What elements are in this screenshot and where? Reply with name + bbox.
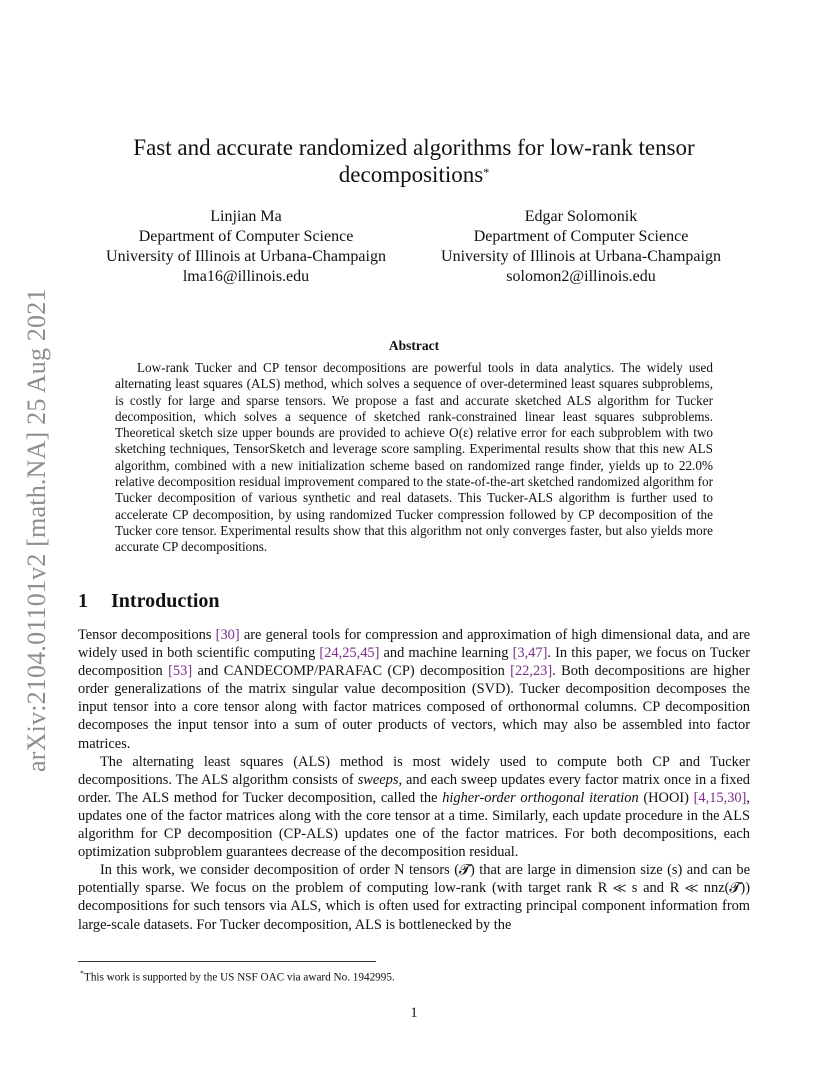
section-heading bbox=[78, 590, 220, 613]
author-block-1 bbox=[82, 207, 410, 287]
text-run: Tensor decompositions bbox=[78, 627, 216, 643]
title-line-1: Fast and accurate randomized algorithms for low-rank tensor bbox=[133, 135, 695, 160]
abstract-heading: Abstract bbox=[388, 338, 440, 353]
citation-link[interactable]: [22,23] bbox=[510, 663, 553, 680]
text-run: , and each sweep updates every factor matrix once in a fixed order. The ALS method for Tucker decomposition, called the bbox=[78, 771, 750, 806]
emphasis-text: sweeps bbox=[357, 771, 399, 788]
section-number: 1 bbox=[78, 590, 88, 612]
paragraph-3: In this work, we consider decomposition of order N tensors (𝓣) that are large in dimension size (s) and can be potentially sparse. We focus on the problem of computing low-rank (with target rank R ≪ s and R ≪ nnz(𝓣)) decompositions for such tensors via ALS, which is often used for extracting principal component information from large-scale datasets. For Tucker decomposition, ALS is bottlenecked by the bbox=[78, 862, 750, 933]
paper-title bbox=[70, 134, 758, 188]
title-footnote-mark: * bbox=[483, 165, 490, 179]
text-run: , updates one of the factor matrices along with the core tensor at a time. Similarly, each update procedure in the ALS algorithm for CP decomposition (CP-ALS) updates one of the factor matrices. For both decompositions, each optimization subproblem guarantees decrease of the decomposition residual. bbox=[78, 789, 751, 861]
author-university: University of Illinois at Urbana-Champaign bbox=[441, 248, 721, 265]
page-number: 1 bbox=[410, 1005, 418, 1021]
author-block-2 bbox=[420, 207, 742, 287]
abstract-text: Low-rank Tucker and CP tensor decompositions are powerful tools in data analytics. The widely used alternating least squares (ALS) method, which solves a sequence of over-determined least squares subproblems, is costly for large and sparse tensors. We propose a fast and accurate sketched ALS algorithm for Tucker decomposition, which solves a sequence of sketched rank-constrained linear least squares subproblems. Theoretical sketch size upper bounds are provided to achieve O(ε) relative error for each subproblem with two sketching techniques, TensorSketch and leverage score sampling. Experimental results show that this new ALS algorithm, combined with a new initialization scheme based on randomized range finder, yields up to 22.0% relative decomposition residual improvement compared to the state-of-the-art sketched randomized algorithm for Tucker decomposition of various synthetic and real datasets. This Tucker-ALS algorithm is further used to accelerate CP decomposition, by using randomized Tucker compression followed by CP decomposition of the Tucker core tensor. Experimental results show that this algorithm not only converges faster, but also yields more accurate CP decompositions. bbox=[115, 360, 713, 555]
author-department: Department of Computer Science bbox=[138, 228, 354, 245]
text-run: (HOOI) bbox=[638, 789, 694, 806]
footnote-rule bbox=[78, 961, 376, 962]
footnote-text: This work is supported by the US NSF OAC via award No. 1942995. bbox=[84, 971, 395, 984]
paragraph-2 bbox=[78, 753, 750, 862]
footnote-mark: * bbox=[80, 969, 84, 978]
text-run: and CANDECOMP/PARAFAC (CP) decomposition bbox=[192, 663, 511, 680]
emphasis-text: higher-order orthogonal iteration bbox=[442, 789, 639, 806]
author-university: University of Illinois at Urbana-Champaign bbox=[106, 248, 386, 265]
footnote bbox=[80, 967, 740, 985]
citation-link[interactable]: [3,47] bbox=[512, 645, 548, 662]
citation-link[interactable]: [30] bbox=[215, 627, 240, 643]
text-run: are general tools for compression and approximation of high dimensional data, and are widely used in both scientific computing bbox=[78, 627, 750, 662]
author-department: Department of Computer Science bbox=[473, 228, 689, 245]
text-run: and machine learning bbox=[379, 645, 513, 662]
section-title: Introduction bbox=[111, 590, 220, 612]
paragraph-1 bbox=[78, 626, 750, 753]
title-line-2-text: decompositions bbox=[338, 162, 484, 187]
title-line-2 bbox=[70, 161, 758, 188]
citation-link[interactable]: [4,15,30] bbox=[693, 789, 747, 806]
text-run: . Both decompositions are higher order generalizations of the matrix singular value decomposition (SVD). Tucker decomposition decomposes the input tensor into a core tensor along with factor matrices composed of orthonormal columns. CP decomposition decomposes the input tensor into a sum of outer products of vectors, which may also be assembled into factor matrices. bbox=[78, 663, 750, 752]
author-email: solomon2@illinois.edu bbox=[506, 268, 656, 285]
citation-link[interactable]: [24,25,45] bbox=[319, 645, 380, 662]
author-name: Edgar Solomonik bbox=[524, 208, 638, 225]
author-email: lma16@illinois.edu bbox=[182, 268, 310, 285]
citation-link[interactable]: [53] bbox=[168, 663, 193, 680]
body-text bbox=[78, 626, 750, 934]
arxiv-identifier: arXiv:2104.01101v2 [math.NA] 25 Aug 2021 bbox=[22, 288, 51, 772]
text-run: . In this paper, we focus on Tucker decomposition bbox=[78, 645, 750, 680]
author-name: Linjian Ma bbox=[210, 208, 282, 225]
text-run: The alternating least squares (ALS) method is most widely used to compute both CP and Tucker decompositions. The ALS algorithm consists of bbox=[78, 753, 750, 788]
